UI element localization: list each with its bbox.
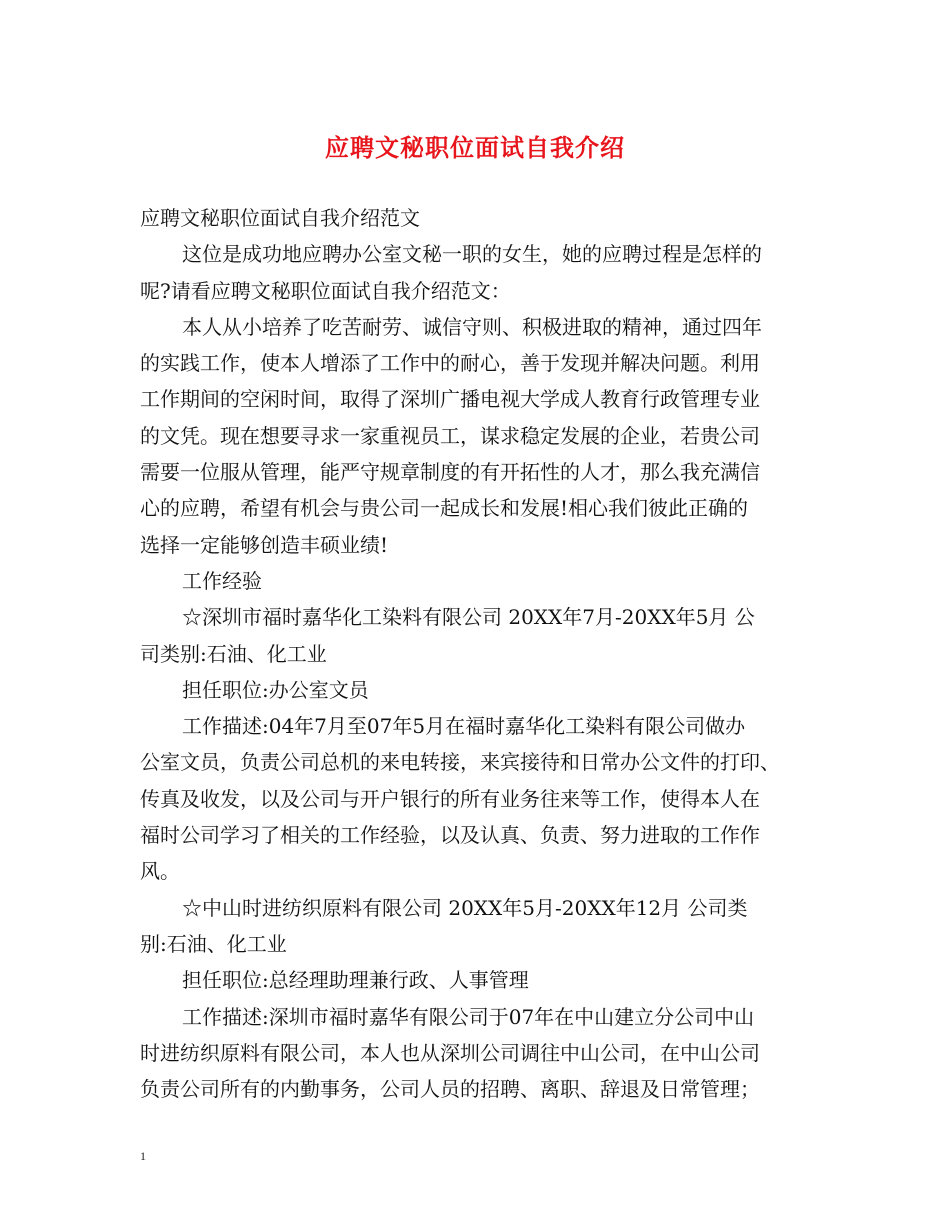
paragraph-line: 风。 xyxy=(140,859,180,884)
document-body xyxy=(140,200,816,1107)
paragraph-line: 担任职位:办公室文员 xyxy=(182,677,369,702)
paragraph-line: 这位是成功地应聘办公室文秘一职的女生，她的应聘过程是怎样的 xyxy=(182,242,762,267)
paragraph-line: ☆中山时进纺织原料有限公司 20XX年5月-20XX年12月 公司类 xyxy=(182,895,748,920)
paragraph-line: 工作描述:04年7月至07年5月在福时嘉华化工染料有限公司做办 xyxy=(182,714,746,739)
paragraph-line: 工作经验 xyxy=(182,568,262,593)
document-title: 应聘文秘职位面试自我介绍 xyxy=(325,133,625,162)
paragraph-line: 呢?请看应聘文秘职位面试自我介绍范文： xyxy=(140,278,511,303)
paragraph-line: 选择一定能够创造丰硕业绩! xyxy=(140,532,389,557)
paragraph-line: 时进纺织原料有限公司，本人也从深圳公司调往中山公司，在中山公司 xyxy=(140,1040,760,1065)
paragraph-line: 心的应聘，希望有机会与贵公司一起成长和发展!相心我们彼此正确的 xyxy=(140,496,749,521)
paragraph-line: 传真及收发，以及公司与开户银行的所有业务往来等工作，使得本人在 xyxy=(140,786,760,811)
paragraph-line: 公室文员，负责公司总机的来电转接，来宾接待和日常办公文件的打印、 xyxy=(140,750,780,775)
paragraph-line: 负责公司所有的内勤事务，公司人员的招聘、离职、辞退及日常管理； xyxy=(140,1077,760,1102)
paragraph-line: 工作期间的空闲时间，取得了深圳广播电视大学成人教育行政管理专业 xyxy=(140,387,760,412)
paragraph-line: 福时公司学习了相关的工作经验，以及认真、负责、努力进取的工作作 xyxy=(140,823,760,848)
paragraph-line: 别:石油、化工业 xyxy=(140,931,287,956)
paragraph-line: 的文凭。现在想要寻求一家重视员工，谋求稳定发展的企业，若贵公司 xyxy=(140,423,760,448)
paragraph-line: 司类别:石油、化工业 xyxy=(140,641,327,666)
paragraph-line: 工作描述:深圳市福时嘉华有限公司于07年在中山建立分公司中山 xyxy=(182,1004,755,1029)
page-number: 1 xyxy=(140,1149,146,1163)
paragraph-line: 需要一位服从管理，能严守规章制度的有开拓性的人才，那么我充满信 xyxy=(140,460,760,485)
paragraph-line: 应聘文秘职位面试自我介绍范文 xyxy=(140,206,420,230)
paragraph-line: 的实践工作，使本人增添了工作中的耐心，善于发现并解决问题。利用 xyxy=(140,351,760,376)
paragraph-line: 本人从小培养了吃苦耐劳、诚信守则、积极进取的精神，通过四年 xyxy=(182,314,762,339)
paragraph-line: 担任职位:总经理助理兼行政、人事管理 xyxy=(182,968,529,993)
paragraph-line: ☆深圳市福时嘉华化工染料有限公司 20XX年7月-20XX年5月 公 xyxy=(182,605,755,630)
